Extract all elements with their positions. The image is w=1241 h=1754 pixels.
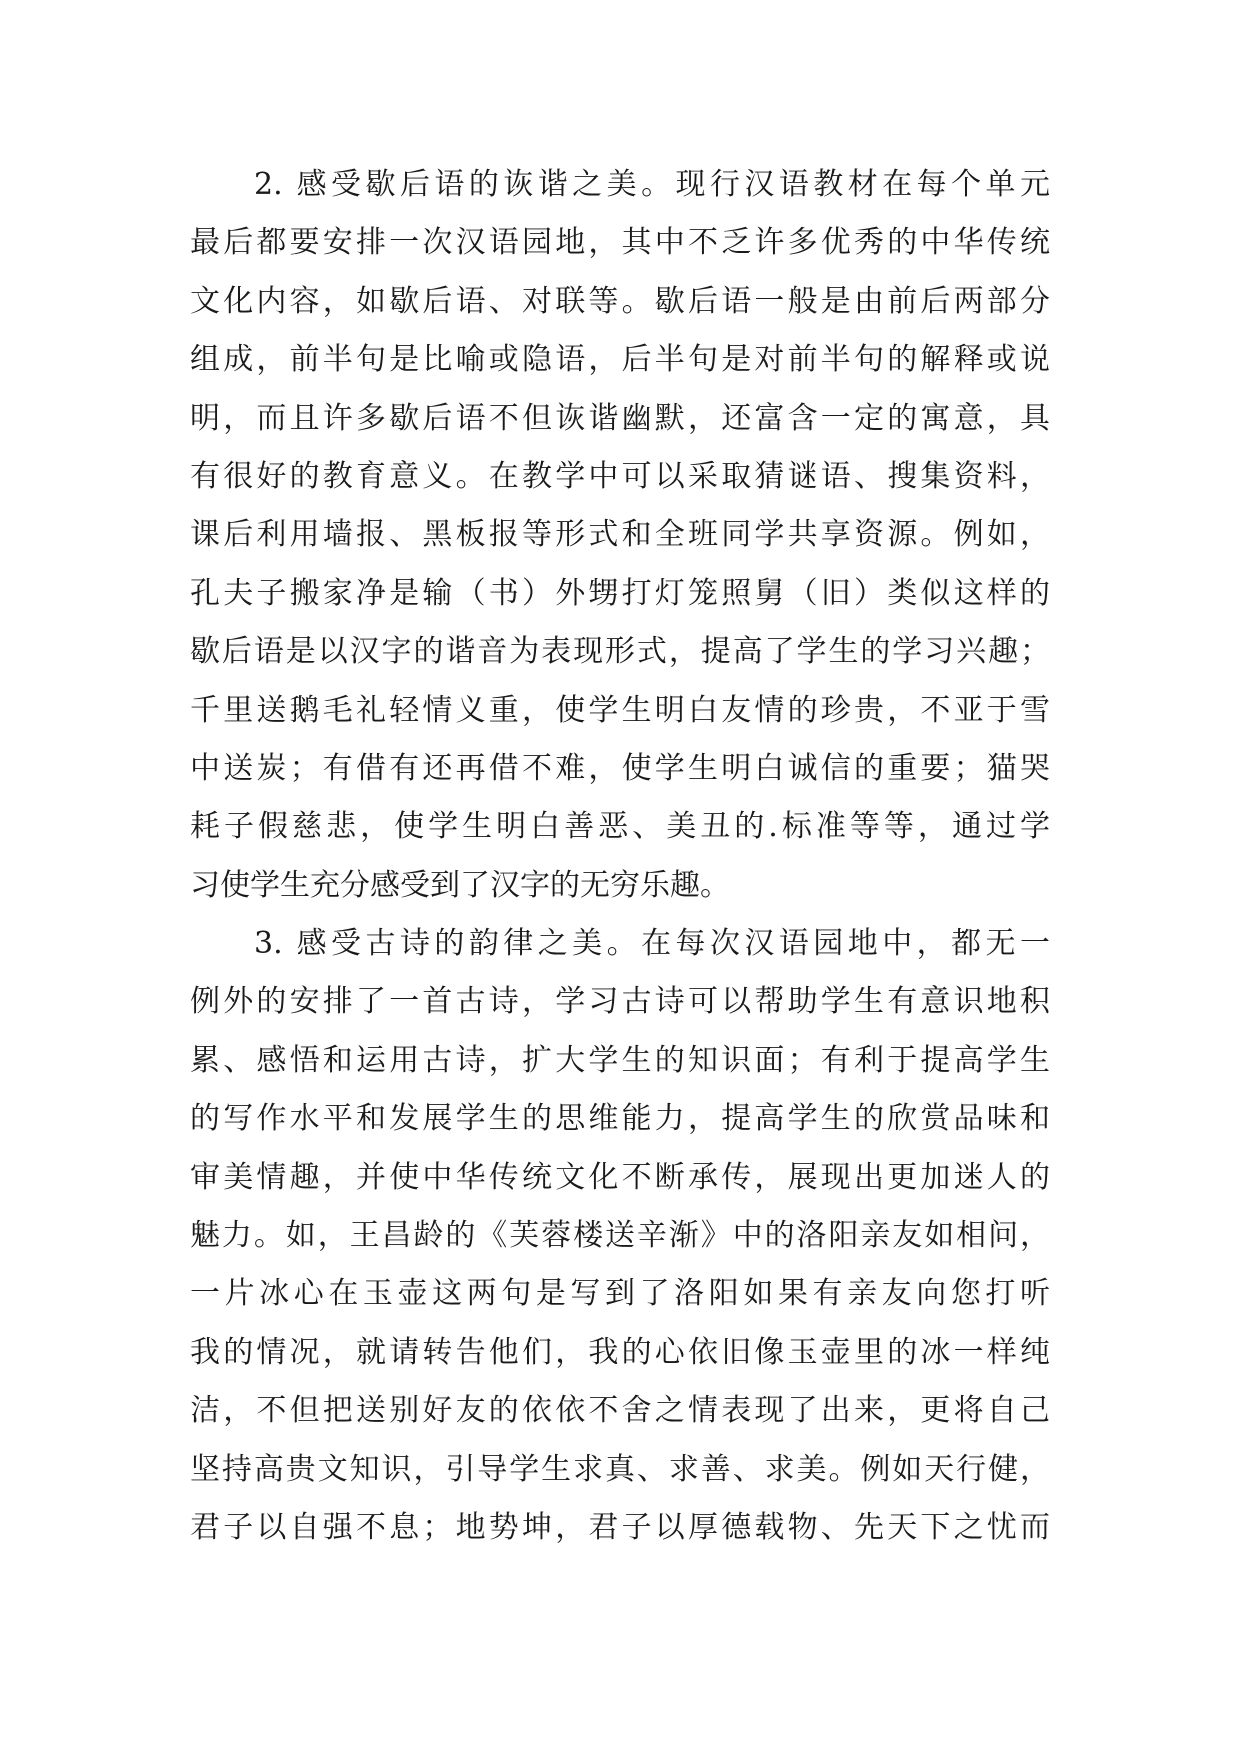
paragraph-2-line-7: 课后利用墙报、黑板报等形式和全班同学共享资源。例如，: [190, 517, 1050, 553]
paragraph-2-line-4: 组成，前半句是比喻或隐语，后半句是对前半句的解释或说: [190, 342, 1050, 378]
paragraph-2-line-5: 明，而且许多歇后语不但诙谐幽默，还富含一定的寓意，具: [190, 400, 1050, 436]
paragraph-3-line-5: 审美情趣，并使中华传统文化不断承传，展现出更加迷人的: [190, 1159, 1050, 1195]
paragraph-2-line-8: 孔夫子搬家净是输（书）外甥打灯笼照舅（旧）类似这样的: [190, 575, 1050, 611]
paragraph-3-line-11: 君子以自强不息；地势坤，君子以厚德载物、先天下之忧而: [190, 1509, 1050, 1545]
paragraph-2-line-1: 2. 感受歇后语的诙谐之美。现行汉语教材在每个单元: [254, 167, 1050, 202]
paragraph-2-line-11: 中送炭；有借有还再借不难，使学生明白诚信的重要；猫哭: [190, 750, 1050, 786]
body-text: [190, 156, 1050, 1557]
paragraph-2-line-13: 习使学生充分感受到了汉字的无穷乐趣。: [190, 867, 730, 903]
paragraph-3-line-4: 的写作水平和发展学生的思维能力，提高学生的欣赏品味和: [190, 1101, 1050, 1137]
paragraph-2-line-9: 歇后语是以汉字的谐音为表现形式，提高了学生的学习兴趣；: [190, 634, 1050, 670]
paragraph-3-line-2: 例外的安排了一首古诗，学习古诗可以帮助学生有意识地积: [190, 984, 1050, 1020]
paragraph-2-line-3: 文化内容，如歇后语、对联等。歇后语一般是由前后两部分: [190, 283, 1050, 319]
paragraph-3-line-8: 我的情况，就请转告他们，我的心依旧像玉壶里的冰一样纯: [190, 1334, 1050, 1370]
paragraph-3-line-6: 魅力。如，王昌龄的《芙蓉楼送辛渐》中的洛阳亲友如相问，: [190, 1218, 1050, 1254]
paragraph-3-line-7: 一片冰心在玉壶这两句是写到了洛阳如果有亲友向您打听: [190, 1276, 1050, 1312]
paragraph-3-line-9: 洁，不但把送别好友的依依不舍之情表现了出来，更将自己: [190, 1393, 1050, 1429]
paragraph-2-line-2: 最后都要安排一次汉语园地，其中不乏许多优秀的中华传统: [190, 225, 1050, 261]
paragraph-3-line-1: 3. 感受古诗的韵律之美。在每次汉语园地中，都无一: [254, 926, 1050, 962]
paragraph-2-line-10: 千里送鹅毛礼轻情义重，使学生明白友情的珍贵，不亚于雪: [190, 692, 1050, 728]
paragraph-3-line-3: 累、感悟和运用古诗，扩大学生的知识面；有利于提高学生: [190, 1042, 1050, 1078]
paragraph-3-line-10: 坚持高贵文知识，引导学生求真、求善、求美。例如天行健，: [190, 1451, 1050, 1487]
paragraph-2-line-6: 有很好的教育意义。在教学中可以采取猜谜语、搜集资料，: [190, 458, 1050, 494]
paragraph-2-line-12: 耗子假慈悲，使学生明白善恶、美丑的.标准等等，通过学: [190, 809, 1050, 845]
